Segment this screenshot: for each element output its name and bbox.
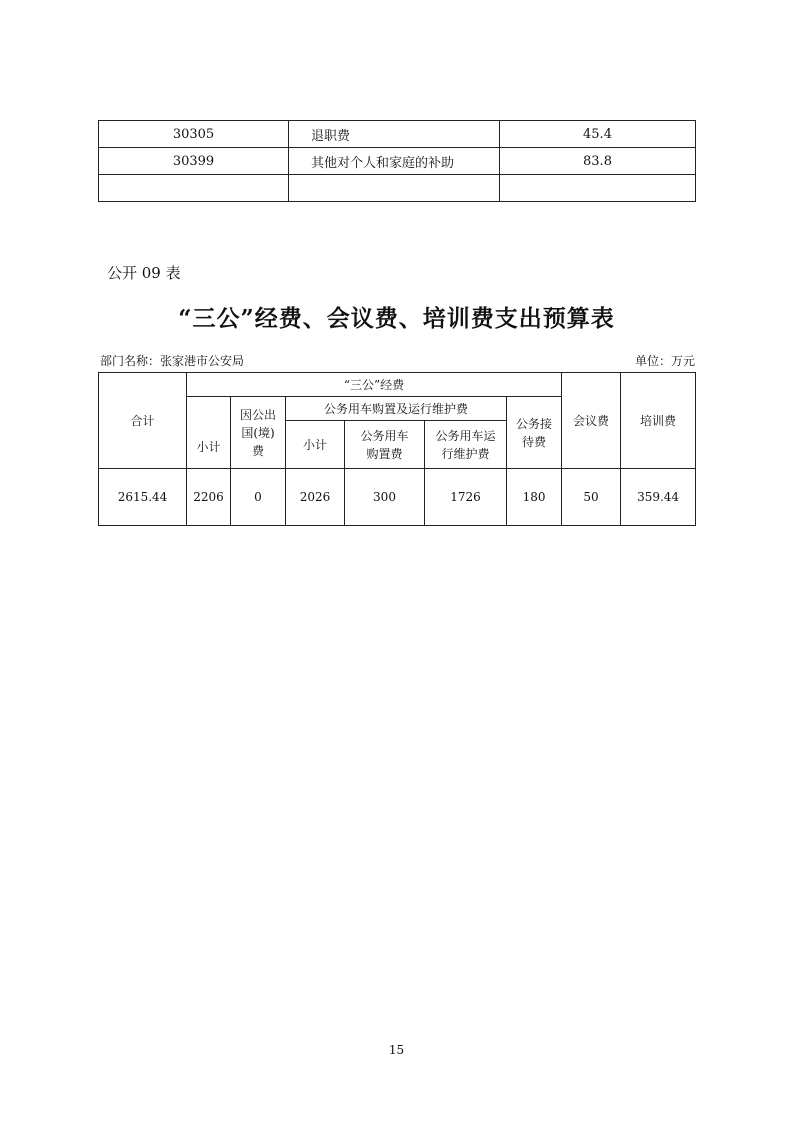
header-purchase-line1: 公务用车 (360, 428, 409, 443)
header-operation (425, 421, 507, 469)
value-subtotal: 2206 (187, 469, 231, 526)
item-amount (500, 175, 696, 202)
table-row (99, 175, 696, 202)
header-purchase (345, 421, 425, 469)
header-reception-line2: 待费 (522, 434, 547, 449)
value-meeting: 50 (562, 469, 621, 526)
item-code: 30399 (99, 148, 289, 175)
header-subtotal: 小计 (187, 397, 231, 469)
page-title: “三公”经费、会议费、培训费支出预算表 (178, 305, 615, 332)
value-operation: 1726 (425, 469, 507, 526)
table-row (99, 121, 696, 148)
header-abroad (231, 397, 286, 469)
header-reception-line1: 公务接 (516, 416, 553, 431)
item-amount: 83.8 (500, 148, 696, 175)
budget-table (98, 372, 696, 526)
item-code (99, 175, 289, 202)
expense-detail-table (98, 120, 696, 202)
item-name (289, 175, 500, 202)
table-row (99, 469, 696, 526)
table-number: 公开 09 表 (107, 264, 181, 282)
header-meeting: 会议费 (562, 373, 621, 469)
header-abroad-line3: 费 (251, 443, 264, 458)
value-training: 359.44 (621, 469, 696, 526)
item-name: 退职费 (289, 121, 500, 148)
header-operation-line2: 行维护费 (441, 446, 490, 461)
unit-label: 单位：万元 (634, 354, 695, 368)
value-abroad: 0 (231, 469, 286, 526)
department-name: 部门名称：张家港市公安局 (100, 354, 245, 368)
header-training: 培训费 (621, 373, 696, 469)
header-sangong: “三公”经费 (187, 373, 562, 397)
header-abroad-line1: 因公出 (239, 407, 276, 422)
value-reception: 180 (507, 469, 562, 526)
value-total: 2615.44 (99, 469, 187, 526)
header-operation-line1: 公务用车运 (435, 428, 496, 443)
header-purchase-line2: 购置费 (366, 446, 403, 461)
page-number: 15 (388, 1043, 405, 1057)
item-amount: 45.4 (500, 121, 696, 148)
value-purchase: 300 (345, 469, 425, 526)
item-name: 其他对个人和家庭的补助 (289, 148, 500, 175)
item-code: 30305 (99, 121, 289, 148)
value-vehicle-subtotal: 2026 (286, 469, 345, 526)
header-reception (507, 397, 562, 469)
header-vehicle: 公务用车购置及运行维护费 (286, 397, 507, 421)
table-row (99, 148, 696, 175)
header-total: 合计 (99, 373, 187, 469)
header-abroad-line2: 国(境) (241, 425, 275, 440)
header-vehicle-subtotal: 小计 (286, 421, 345, 469)
